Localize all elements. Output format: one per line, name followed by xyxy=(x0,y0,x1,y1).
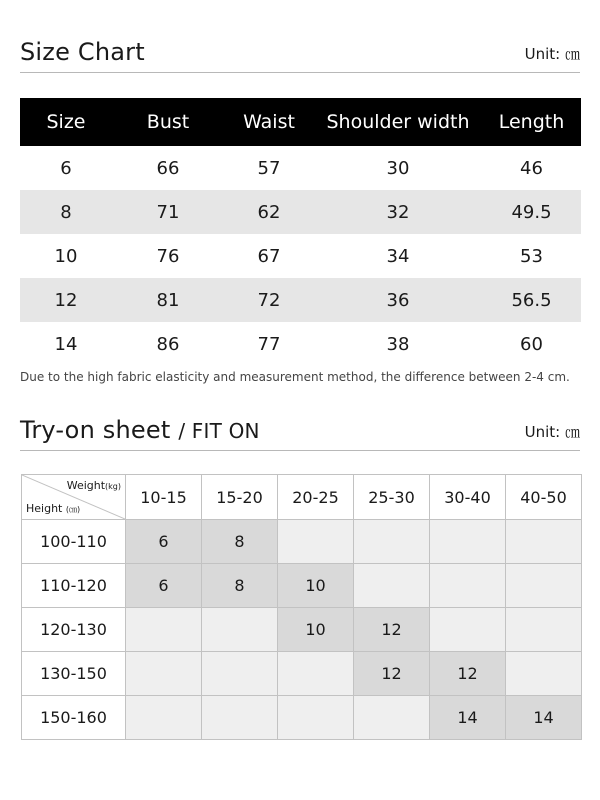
weight-range-header: 20-25 xyxy=(278,475,354,520)
table-cell: 81 xyxy=(112,278,224,322)
size-cell xyxy=(354,696,430,740)
table-row xyxy=(22,696,582,740)
height-range-cell: 110-120 xyxy=(22,564,126,608)
table-row xyxy=(20,146,581,190)
size-cell xyxy=(278,696,354,740)
size-cell xyxy=(430,608,506,652)
size-column-header: Size xyxy=(20,98,112,146)
size-cell xyxy=(506,608,582,652)
table-cell: 30 xyxy=(386,157,410,179)
weight-range-header: 15-20 xyxy=(202,475,278,520)
size-cell xyxy=(126,696,202,740)
table-cell: 53 xyxy=(520,245,543,267)
try-on-table xyxy=(21,474,582,740)
table-cell: 72 xyxy=(224,278,314,322)
size-chart-header xyxy=(20,38,580,73)
height-range-cell: 130-150 xyxy=(22,652,126,696)
table-cell: 38 xyxy=(386,333,410,355)
size-cell xyxy=(354,564,430,608)
table-cell: 56.5 xyxy=(482,278,581,322)
table-cell: 60 xyxy=(520,333,543,355)
try-on-title xyxy=(20,416,260,444)
weight-range-header: 30-40 xyxy=(430,475,506,520)
size-cell xyxy=(126,608,202,652)
size-cell xyxy=(202,696,278,740)
size-cell: 8 xyxy=(202,564,278,608)
corner-header-cell xyxy=(22,475,126,520)
table-row xyxy=(20,278,581,322)
size-cell: 12 xyxy=(430,652,506,696)
size-cell xyxy=(126,652,202,696)
size-cell xyxy=(278,652,354,696)
table-cell: 62 xyxy=(224,190,314,234)
table-cell: 12 xyxy=(20,278,112,322)
size-cell xyxy=(202,652,278,696)
size-cell: 8 xyxy=(202,520,278,564)
size-chart-title: Size Chart xyxy=(20,38,145,66)
table-row xyxy=(22,608,582,652)
table-cell: 10 xyxy=(54,245,78,267)
table-cell: 57 xyxy=(257,157,281,179)
bust-column-header: Bust xyxy=(112,98,224,146)
height-range-cell: 120-130 xyxy=(22,608,126,652)
size-chart-table xyxy=(20,98,581,366)
size-cell: 12 xyxy=(354,608,430,652)
try-on-subtitle: / FIT ON xyxy=(178,419,260,443)
table-cell: 8 xyxy=(20,190,112,234)
table-cell: 46 xyxy=(520,157,543,179)
table-cell: 6 xyxy=(60,157,72,179)
table-cell: 71 xyxy=(112,190,224,234)
try-on-unit: Unit: ㎝ xyxy=(524,423,580,441)
size-chart-unit: Unit: ㎝ xyxy=(524,45,580,63)
length-column-header: Length xyxy=(482,98,581,146)
table-row xyxy=(20,234,581,278)
table-cell: 77 xyxy=(257,333,281,355)
table-row xyxy=(20,190,581,234)
table-cell: 67 xyxy=(257,245,281,267)
weight-axis-label: Weight(kg) xyxy=(66,479,121,492)
table-cell: 14 xyxy=(54,333,78,355)
size-cell xyxy=(506,652,582,696)
height-axis-label: Height (㎝) xyxy=(26,502,81,515)
size-cell xyxy=(202,608,278,652)
size-cell xyxy=(354,520,430,564)
waist-column-header: Waist xyxy=(224,98,314,146)
table-cell: 86 xyxy=(156,333,180,355)
size-cell: 10 xyxy=(278,608,354,652)
size-cell xyxy=(506,520,582,564)
table-cell: 34 xyxy=(386,245,410,267)
size-chart-header-row xyxy=(20,98,581,146)
height-range-cell: 100-110 xyxy=(22,520,126,564)
size-cell xyxy=(506,564,582,608)
size-cell xyxy=(430,520,506,564)
table-cell: 66 xyxy=(156,157,180,179)
table-row xyxy=(22,520,582,564)
try-on-header xyxy=(20,416,580,451)
table-row xyxy=(22,564,582,608)
size-cell: 10 xyxy=(278,564,354,608)
height-range-cell: 150-160 xyxy=(22,696,126,740)
table-cell: 76 xyxy=(156,245,180,267)
weight-range-header: 25-30 xyxy=(354,475,430,520)
table-row xyxy=(20,322,581,366)
try-on-header-row xyxy=(22,475,582,520)
size-cell: 14 xyxy=(506,696,582,740)
size-cell: 6 xyxy=(126,564,202,608)
size-cell: 12 xyxy=(354,652,430,696)
table-cell: 32 xyxy=(314,190,482,234)
size-cell xyxy=(430,564,506,608)
size-cell xyxy=(278,520,354,564)
table-cell: 49.5 xyxy=(482,190,581,234)
shoulder-width-column-header: Shoulder width xyxy=(314,98,482,146)
table-row xyxy=(22,652,582,696)
table-cell: 36 xyxy=(314,278,482,322)
weight-range-header: 40-50 xyxy=(506,475,582,520)
measurement-note: Due to the high fabric elasticity and measurement method, the difference between 2-4 cm. xyxy=(20,370,570,384)
size-cell: 14 xyxy=(430,696,506,740)
weight-range-header: 10-15 xyxy=(126,475,202,520)
size-cell: 6 xyxy=(126,520,202,564)
try-on-title-text: Try-on sheet xyxy=(20,416,171,444)
